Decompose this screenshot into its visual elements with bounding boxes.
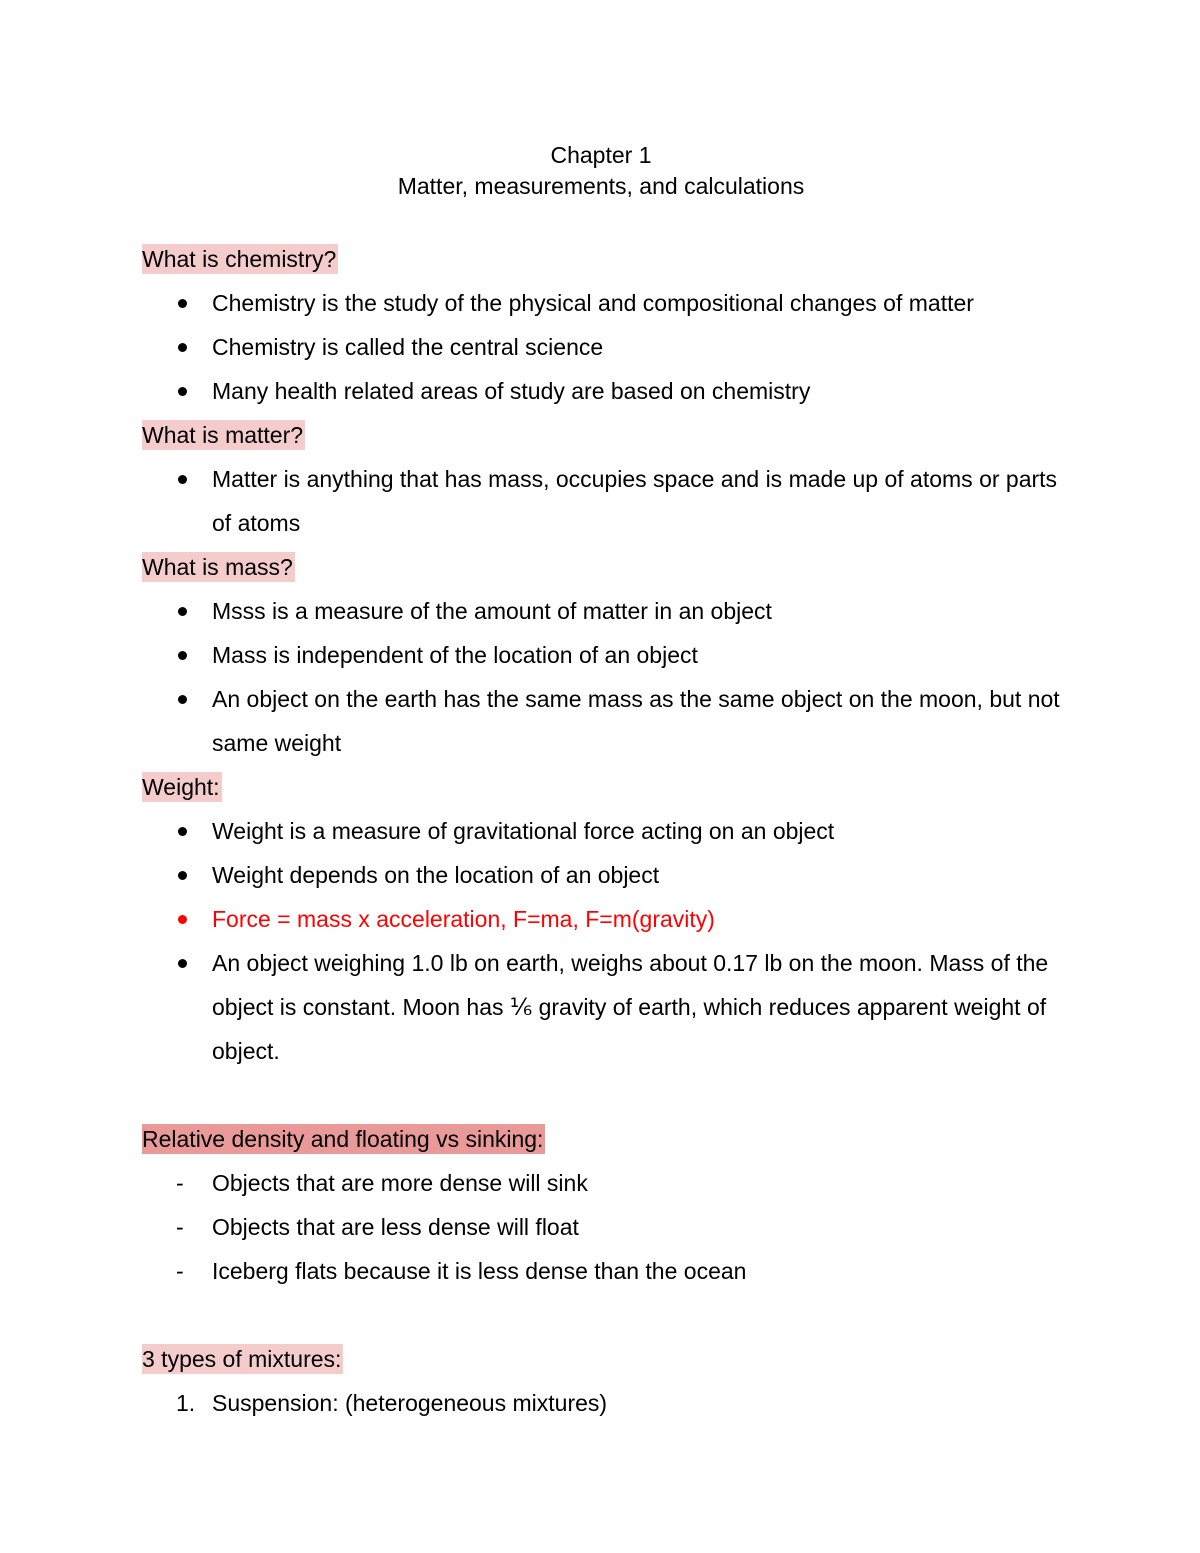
list-item-force-formula: Force = mass x acceleration, F=ma, F=m(gravity) bbox=[212, 906, 715, 932]
list-item: Matter is anything that has mass, occupies space and is made up of atoms or parts of atoms bbox=[212, 466, 1058, 536]
list-item: Msss is a measure of the amount of matter in an object bbox=[212, 598, 772, 624]
heading-relative-density: Relative density and floating vs sinking: bbox=[142, 1126, 544, 1152]
list-item: - Iceberg flats because it is less dense than the ocean bbox=[142, 1249, 1060, 1293]
title-block bbox=[142, 140, 1060, 202]
list-item: Many health related areas of study are based on chemistry bbox=[212, 378, 811, 404]
list-item: Mass is independent of the location of an object bbox=[212, 642, 698, 668]
chapter-subtitle: Matter, measurements, and calculations bbox=[397, 173, 805, 199]
heading-weight: Weight: bbox=[142, 774, 220, 800]
list-item: Chemistry is called the central science bbox=[212, 334, 604, 360]
list-item: An object on the earth has the same mass as the same object on the moon, but not same weight bbox=[212, 686, 1060, 756]
dash-marker: - bbox=[176, 1214, 184, 1240]
mixtures-list bbox=[142, 1381, 1060, 1425]
list-item: 1. Suspension: (heterogeneous mixtures) bbox=[142, 1381, 1060, 1425]
number-marker: 1. bbox=[176, 1390, 196, 1416]
matter-list bbox=[142, 457, 1060, 545]
heading-types-of-mixtures: 3 types of mixtures: bbox=[142, 1346, 342, 1372]
dash-marker: - bbox=[176, 1258, 184, 1284]
dash-marker: - bbox=[176, 1170, 184, 1196]
heading-what-is-mass: What is mass? bbox=[142, 554, 293, 580]
blank-line bbox=[142, 1293, 1060, 1337]
chapter-title: Chapter 1 bbox=[550, 142, 652, 168]
list-item: - Objects that are less dense will float bbox=[142, 1205, 1060, 1249]
list-item: - Objects that are more dense will sink bbox=[142, 1161, 1060, 1205]
blank-line bbox=[142, 1073, 1060, 1117]
list-item: Chemistry is the study of the physical and compositional changes of matter bbox=[212, 290, 974, 316]
chemistry-list bbox=[142, 281, 1060, 413]
list-item: An object weighing 1.0 lb on earth, weighs about 0.17 lb on the moon. Mass of the object is constant. Moon has ⅙ gravity of earth, which reduces apparent weight of object. bbox=[212, 950, 1049, 1064]
heading-what-is-matter: What is matter? bbox=[142, 422, 304, 448]
list-item: Weight depends on the location of an object bbox=[212, 862, 660, 888]
density-list bbox=[142, 1161, 1060, 1293]
heading-what-is-chemistry: What is chemistry? bbox=[142, 246, 337, 272]
weight-list bbox=[142, 809, 1060, 1073]
mass-list bbox=[142, 589, 1060, 765]
list-item: Weight is a measure of gravitational force acting on an object bbox=[212, 818, 835, 844]
